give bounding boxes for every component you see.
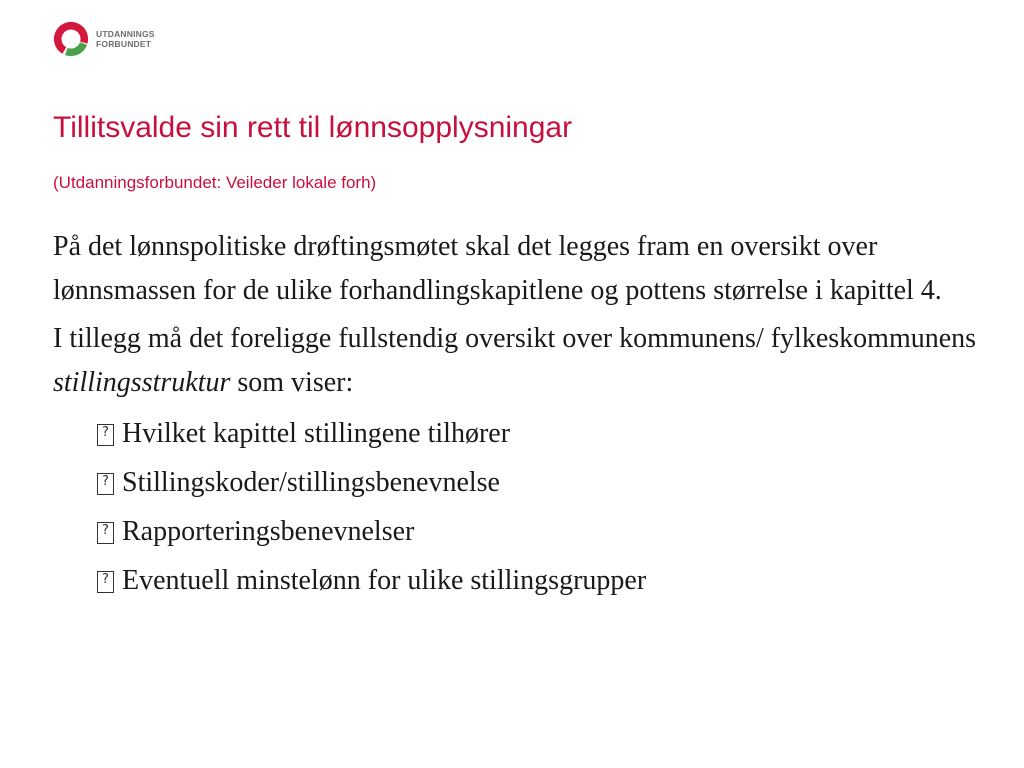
list-item <box>97 507 983 556</box>
missing-glyph-bullet-icon <box>97 424 114 446</box>
list-item <box>97 409 983 458</box>
list-item-text: Eventuell minstelønn for ulike stillingsgrupper <box>122 565 647 596</box>
list-item <box>97 556 983 605</box>
paragraph-2-text-start: I tillegg må det foreligge fullstendig oversikt over kommunens/ fylkeskommunens <box>53 323 977 354</box>
logo-wordmark <box>96 29 155 49</box>
list-item-text: Rapporteringsbenevnelser <box>122 516 415 547</box>
slide-subtitle: (Utdanningsforbundet: Veileder lokale forh) <box>53 173 377 192</box>
list-item-text: Stillingskoder/stillingsbenevnelse <box>122 467 500 498</box>
list-item-text: Hvilket kapittel stillingene tilhører <box>122 418 511 449</box>
missing-glyph-bullet-icon <box>97 473 114 495</box>
body-paragraph-1: På det lønnspolitiske drøftingsmøtet skal det legges fram en oversikt over lønnsmassen for de ulike forhandlingskapitlene og pottens størrelse i kapittel 4. <box>53 231 942 306</box>
body-paragraph-2 <box>53 317 983 405</box>
missing-glyph-bullet-icon <box>97 522 114 544</box>
list-item <box>97 458 983 507</box>
slide-title: Tillitsvalde sin rett til lønnsopplysningar <box>53 111 573 144</box>
ring-logo-icon <box>52 20 90 58</box>
organization-logo <box>52 20 155 58</box>
missing-glyph-bullet-icon <box>97 571 114 593</box>
emphasized-term: stillingsstruktur <box>53 367 231 398</box>
logo-line-1: UTDANNINGS <box>96 29 155 39</box>
logo-line-2: FORBUNDET <box>96 39 152 49</box>
bullet-list <box>53 409 983 605</box>
slide-body <box>53 225 983 605</box>
paragraph-2-text-end: som viser: <box>230 367 354 398</box>
